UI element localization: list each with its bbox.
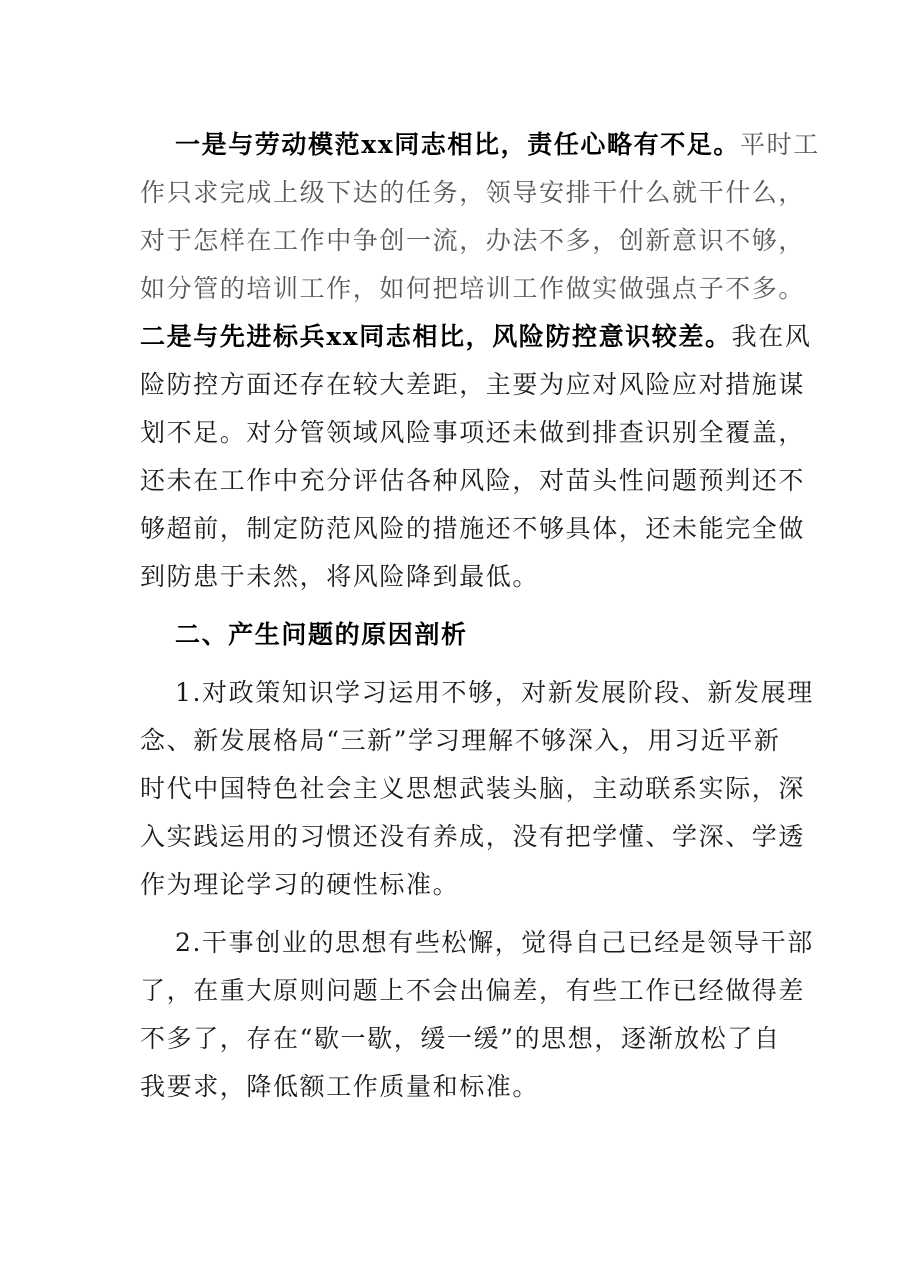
para3-line2: 念、新发展格局“三新”学习理解不够深入，用习近平新: [140, 726, 781, 755]
para1-line1-rest: 平时工: [740, 130, 820, 159]
para2-line1-rest: 我在风: [731, 322, 812, 351]
para4-line2: 了，在重大原则问题上不会出偏差，有些工作已经做得差: [140, 976, 806, 1005]
para1-line3: 对于怎样在工作中争创一流，办法不多，创新意识不够，: [140, 226, 806, 255]
para1-line1: [175, 130, 820, 160]
para2-lead: 二是与先进标兵xx同志相比，风险防控意识较差。: [140, 322, 732, 351]
para1-line4: 如分管的培训工作，如何把培训工作做实做强点子不多。: [140, 274, 806, 303]
para3-line4: 入实践运用的习惯还没有养成，没有把学懂、学深、学透: [140, 822, 806, 851]
para2-line3: 划不足。对分管领域风险事项还未做到排查识别全覆盖，: [140, 418, 806, 447]
section-heading: 二、产生问题的原因剖析: [175, 620, 468, 649]
para2-line4: 还未在工作中充分评估各种风险，对苗头性问题预判还不: [140, 466, 806, 495]
para3-line5: 作为理论学习的硬性标准。: [140, 870, 460, 899]
para2-line1: [140, 322, 812, 352]
para4-line4: 我要求，降低额工作质量和标准。: [140, 1072, 540, 1101]
para1-lead: 一是与劳动模范xx同志相比，责任心略有不足。: [175, 130, 741, 159]
para2-line5: 够超前，制定防范风险的措施还不够具体，还未能完全做: [140, 514, 806, 543]
para2-line2: 险防控方面还存在较大差距，主要为应对风险应对措施谋: [140, 370, 806, 399]
para4-line1: 2.干事创业的思想有些松懈，觉得自己已经是领导干部: [175, 928, 814, 957]
para3-line3: 时代中国特色社会主义思想武装头脑，主动联系实际，深: [140, 774, 806, 803]
para3-line1: 1.对政策知识学习运用不够，对新发展阶段、新发展理: [175, 678, 814, 707]
para1-line2: 作只求完成上级下达的任务，领导安排干什么就干什么，: [140, 178, 806, 207]
para4-line3: 不多了，存在“歇一歇，缓一缓”的思想，逐渐放松了自: [140, 1024, 781, 1053]
para2-line6: 到防患于未然，将风险降到最低。: [140, 562, 540, 591]
